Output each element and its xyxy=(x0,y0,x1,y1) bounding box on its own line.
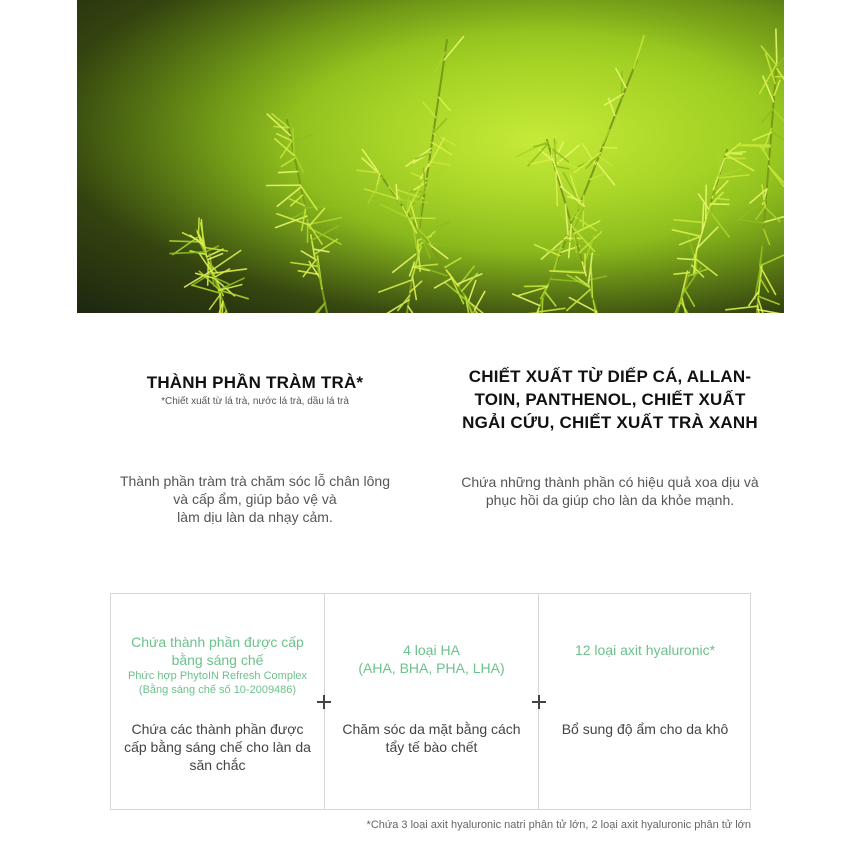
feature-cell-patented xyxy=(111,594,324,809)
heading-line: Chứa thành phần được cấp xyxy=(131,634,304,650)
extracts-description xyxy=(440,473,780,509)
plus-icon xyxy=(316,694,332,710)
footnote: *Chứa 3 loại axit hyaluronic natri phân tử lớn, 2 loại axit hyaluronic phân tử lớn xyxy=(366,819,751,831)
tea-tree-hero-image xyxy=(77,0,784,313)
body-line: tẩy tế bào chết xyxy=(385,739,478,755)
tea-tree-branches-illustration xyxy=(77,0,784,313)
heading-line: 4 loại HA xyxy=(403,642,460,658)
description-line: phục hồi da giúp cho làn da khỏe mạnh. xyxy=(485,492,735,508)
feature-cell-hyaluronic xyxy=(538,594,751,809)
tea-tree-title: THÀNH PHẦN TRÀM TRÀ* xyxy=(146,373,364,392)
feature-body xyxy=(111,720,324,774)
feature-heading xyxy=(325,641,538,677)
tea-tree-section xyxy=(100,371,410,407)
heading-line: 12 loại axit hyaluronic* xyxy=(574,642,716,658)
description-line: Thành phần tràm trà chăm sóc lỗ chân lông xyxy=(119,473,391,489)
feature-heading xyxy=(539,641,751,659)
body-line: Chăm sóc da mặt bằng cách xyxy=(342,721,521,737)
feature-cell-ha xyxy=(324,594,538,809)
body-line: săn chắc xyxy=(189,757,246,773)
feature-heading xyxy=(111,633,324,697)
body-line: Chứa các thành phần được xyxy=(131,721,304,737)
body-line: cấp bằng sáng chế cho làn da xyxy=(124,739,311,755)
feature-body xyxy=(539,720,751,738)
description-line: làm dịu làn da nhạy cảm. xyxy=(177,509,333,525)
feature-grid xyxy=(110,593,751,810)
title-line: CHIẾT XUẤT TỪ DIẾP CÁ, ALLAN- xyxy=(468,367,752,386)
title-line: NGẢI CỨU, CHIẾT XUẤT TRÀ XANH xyxy=(462,413,758,432)
description-line: Chứa những thành phần có hiệu quả xoa dịu và xyxy=(461,474,759,490)
heading-line: (AHA, BHA, PHA, LHA) xyxy=(358,660,505,676)
heading-line: bằng sáng chế xyxy=(171,652,264,668)
extracts-title xyxy=(440,365,780,434)
plus-icon xyxy=(531,694,547,710)
heading-small-line: (Bằng sáng chế số 10-2009486) xyxy=(138,684,297,696)
title-line: TOIN, PANTHENOL, CHIẾT XUẤT xyxy=(474,390,746,409)
tea-tree-description xyxy=(100,472,410,526)
heading-small-line: Phức hợp PhytoIN Refresh Complex xyxy=(127,670,308,682)
body-line: Bổ sung độ ẩm cho da khô xyxy=(561,721,729,737)
feature-body xyxy=(325,720,538,756)
tea-tree-subnote: *Chiết xuất từ lá trà, nước lá trà, dầu lá trà xyxy=(161,396,349,407)
description-line: và cấp ẩm, giúp bảo vệ và xyxy=(173,491,337,507)
